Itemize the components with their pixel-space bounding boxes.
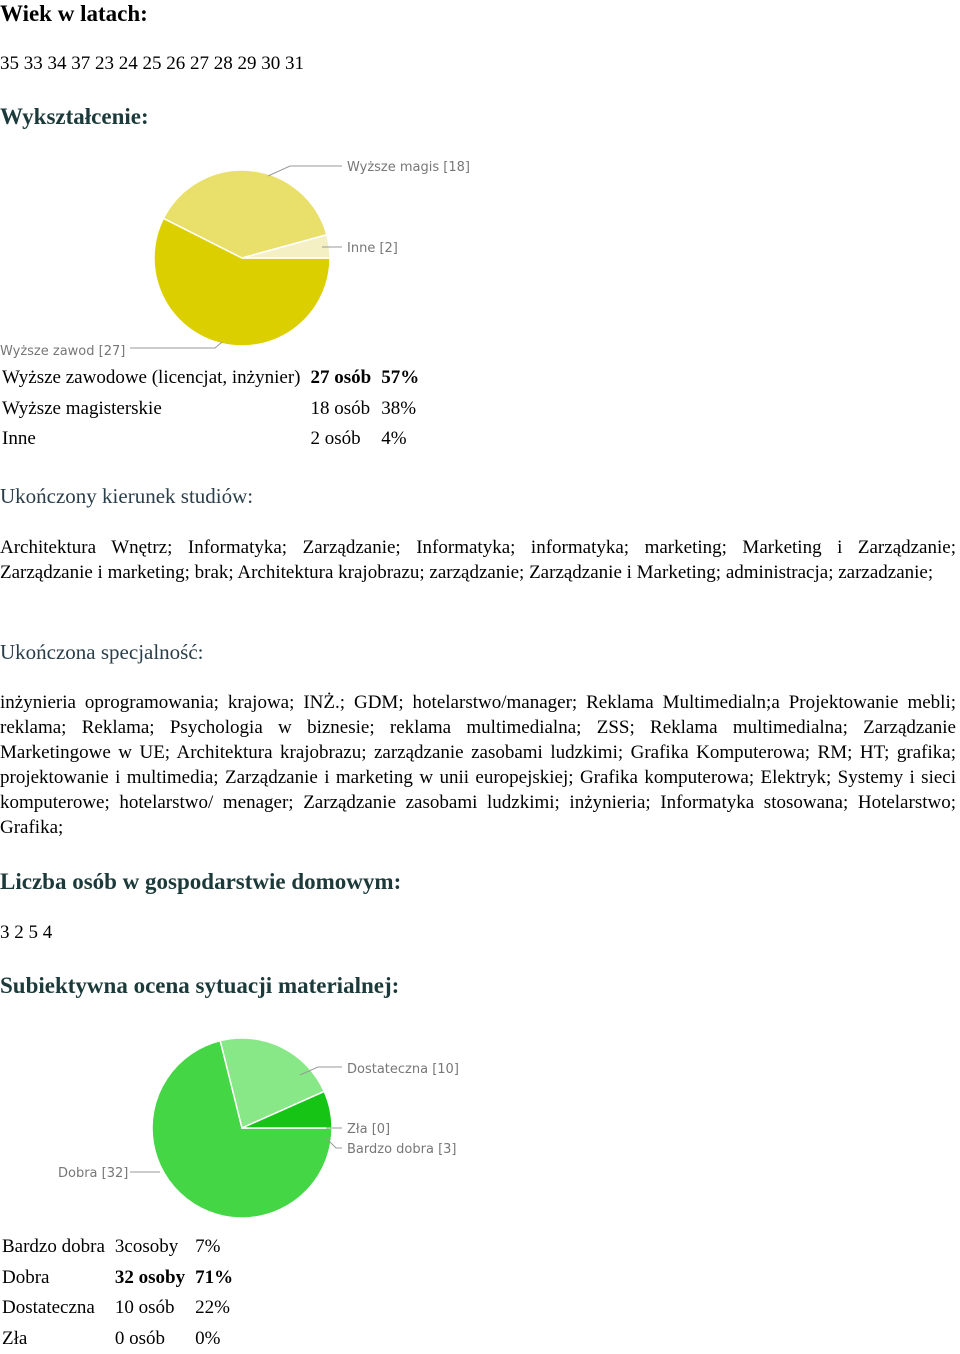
education-count: 18 osób [310, 394, 381, 425]
material-pct: 22% [195, 1293, 243, 1324]
education-pct: 57% [381, 363, 429, 394]
education-label: Wyższe magisterskie [2, 394, 310, 425]
pie-leader-line [130, 342, 222, 348]
specialty-text: inżynieria oprogramowania; krajowa; INŻ.; GDM; hotelarstwo/manager; Reklama Multimedialn;a Projektowanie mebli; reklama; Reklama; Psychologia w biznesie; reklama multimedialna; ZSS; Reklama multimedialna; Zarządzanie Marketingowe w UE; Architektura krajobrazu; zarządzanie zasobami ludzkimi; Grafika Komputerowa; RM; HT; grafika; projektowanie i multimedia; Zarządzanie i marketing w unii europejskiej; Grafika komputerowa; Elektryk; Systemy i sieci komputerowe; hotelarstwo/ menager; Zarządzanie zasobami ludzkimi; inżynieria; Informatyka stosowana; Hotelarstwo; Grafika; [0, 690, 956, 840]
material-label: Zła [2, 1324, 115, 1354]
material-pie-chart [0, 1030, 520, 1225]
material-label: Dobra [2, 1263, 115, 1294]
pie-label: Bardzo dobra [3] [347, 1142, 456, 1157]
age-heading: Wiek w latach: [0, 0, 148, 28]
table-row [2, 1324, 243, 1354]
age-values: 35 33 34 37 23 24 25 26 27 28 29 30 31 [0, 51, 304, 76]
pie-label: Dostateczna [10] [347, 1062, 459, 1077]
education-pct: 38% [381, 394, 429, 425]
material-heading: Subiektywna ocena sytuacji materialnej: [0, 972, 399, 1000]
education-label: Inne [2, 424, 310, 455]
pie-label: Wyższe magis [18] [347, 160, 470, 175]
education-count: 2 osób [310, 424, 381, 455]
table-row [2, 394, 429, 425]
field-heading: Ukończony kierunek studiów: [0, 482, 253, 510]
household-values: 3 2 5 4 [0, 920, 52, 945]
material-table [2, 1232, 243, 1354]
material-count: 32 osoby [115, 1263, 195, 1294]
education-pie-chart [0, 150, 520, 365]
material-count: 0 osób [115, 1324, 195, 1354]
table-row [2, 424, 429, 455]
pie-label: Wyższe zawod [27] [0, 344, 125, 359]
material-label: Dostateczna [2, 1293, 115, 1324]
material-pct: 0% [195, 1324, 243, 1354]
education-count: 27 osób [310, 363, 381, 394]
education-heading: Wykształcenie: [0, 103, 149, 131]
material-count: 10 osób [115, 1293, 195, 1324]
material-pct: 7% [195, 1232, 243, 1263]
pie-leader-line [268, 166, 342, 176]
table-row [2, 1263, 243, 1294]
household-heading: Liczba osób w gospodarstwie domowym: [0, 868, 401, 896]
table-row [2, 1232, 243, 1263]
pie-label: Dobra [32] [58, 1166, 128, 1181]
field-text: Architektura Wnętrz; Informatyka; Zarządzanie; Informatyka; informatyka; marketing; Marketing i Zarządzanie; Zarządzanie i marketing; brak; Architektura krajobrazu; zarządzanie; Zarządzanie i Marketing; administracja; zarzadzanie; [0, 535, 956, 585]
specialty-heading: Ukończona specjalność: [0, 638, 204, 666]
table-row [2, 363, 429, 394]
table-row [2, 1293, 243, 1324]
education-label: Wyższe zawodowe (licencjat, inżynier) [2, 363, 310, 394]
material-count: 3cosoby [115, 1232, 195, 1263]
education-table [2, 363, 429, 455]
material-pct: 71% [195, 1263, 243, 1294]
pie-label: Zła [0] [347, 1122, 390, 1137]
pie-label: Inne [2] [347, 241, 398, 256]
material-label: Bardzo dobra [2, 1232, 115, 1263]
education-pct: 4% [381, 424, 429, 455]
